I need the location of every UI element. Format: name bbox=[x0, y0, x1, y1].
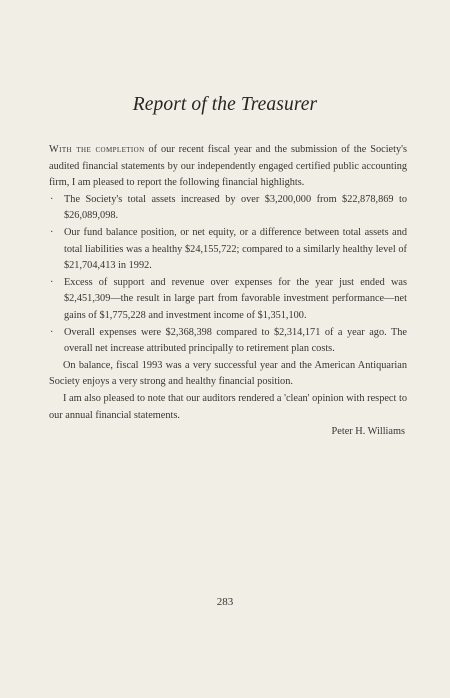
list-item-text: Our fund balance position, or net equity, or a difference between total assets and total liabilities was a healthy $24,155,722; compared to a similarly healthy level of $21,704,413 in 1992. bbox=[64, 226, 407, 272]
report-body bbox=[49, 142, 407, 441]
list-item-text: Excess of support and revenue over expenses for the year just ended was $2,451,309—the result in large part from favorable investment performance—net gains of $1,775,228 and investment income of $1,351,100. bbox=[64, 276, 407, 321]
signature: Peter H. Williams bbox=[331, 426, 405, 438]
bullet-icon: · bbox=[50, 276, 54, 288]
list-item bbox=[49, 275, 407, 325]
bullet-icon: · bbox=[50, 326, 54, 338]
intro-lead-in: With the completion bbox=[49, 144, 145, 155]
page-number: 283 bbox=[216, 596, 234, 608]
highlights-list bbox=[49, 192, 407, 358]
list-item bbox=[49, 325, 407, 358]
list-item bbox=[49, 192, 407, 225]
balance-paragraph: On balance, fiscal 1993 was a very successful year and the American Antiquarian Society enjoys a very strong and healthy financial position. bbox=[49, 359, 407, 388]
intro-text: of our recent fiscal year and the submission of the Society's audited financial statements by our independently engaged certified public accounting firm, I am pleased to report the following financial highlights. bbox=[49, 144, 408, 189]
list-item-text: Overall expenses were $2,368,398 compared to $2,314,171 of a year ago. The overall net increase attributed principally to retirement plan costs. bbox=[64, 326, 407, 355]
page-title: Report of the Treasurer bbox=[132, 94, 318, 115]
auditors-paragraph: I am also pleased to note that our auditors rendered a 'clean' opinion with respect to our annual financial statements. bbox=[49, 392, 407, 421]
list-item bbox=[49, 225, 407, 275]
bullet-icon: · bbox=[50, 226, 54, 238]
bullet-icon: · bbox=[50, 193, 54, 205]
intro-paragraph bbox=[49, 142, 407, 192]
list-item-text: The Society's total assets increased by over $3,200,000 from $22,878,869 to $26,089,098. bbox=[64, 193, 407, 222]
